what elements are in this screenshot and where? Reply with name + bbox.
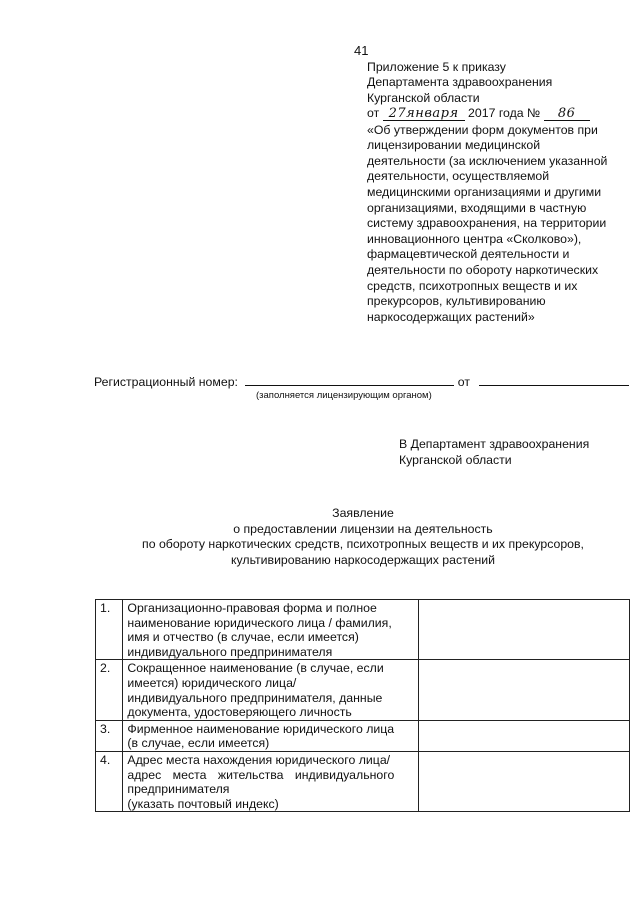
topic-line: инновационного центра «Сколково»), (367, 231, 582, 246)
appendix-line-2: Департамента здравоохранения (367, 75, 553, 90)
label-line: Сокращенное наименование (в случае, если (127, 661, 384, 676)
addressee-line-2: Курганской области (399, 452, 512, 467)
topic-line: «Об утверждении форм документов при (367, 122, 598, 137)
label-line: предпринимателя (127, 782, 230, 797)
handwritten-order-number: 86 (544, 108, 590, 121)
topic-line: систему здравоохранения, на территории (367, 216, 607, 231)
label-line: документа, удостоверяющего личность (127, 705, 352, 720)
topic-line: деятельности по обороту наркотических (367, 262, 599, 277)
row-value-cell[interactable] (418, 751, 629, 811)
label-line: Фирменное наименование юридического лица (127, 721, 395, 736)
addressee-block (399, 437, 589, 468)
topic-line: деятельности (за исключением указанной (367, 153, 608, 168)
row-label (123, 720, 418, 751)
appendix-line-1: Приложение 5 к приказу (367, 60, 506, 74)
heading-line-2: о предоставлении лицензии на деятельность (233, 521, 493, 536)
handwritten-date: 27января (383, 108, 465, 121)
topic-line: деятельности, осуществляемой (367, 169, 550, 184)
label-line: имя и отчество (в случае, если имеется) (127, 630, 359, 645)
topic-line: лицензировании медицинской (367, 138, 541, 153)
appendix-line-3: Курганской области (367, 90, 480, 105)
heading-title: Заявление (332, 506, 394, 520)
table-row (96, 660, 630, 720)
document-heading (0, 506, 640, 568)
appendix-block (367, 60, 632, 325)
label-line: (указать почтовый индекс) (127, 796, 279, 811)
label-line: (в случае, если имеется) (127, 736, 270, 751)
row-label (123, 600, 418, 660)
registration-date-field[interactable] (479, 374, 629, 386)
topic-line: наркосодержащих растений» (367, 309, 535, 324)
row-number: 2. (96, 660, 123, 720)
row-value-cell[interactable] (418, 660, 629, 720)
order-topic (367, 123, 632, 326)
year-text: 2017 года № (468, 106, 541, 121)
topic-line: средств, психотропных веществ и их (367, 278, 578, 293)
table-row (96, 720, 630, 751)
registration-number-field[interactable] (245, 374, 454, 386)
row-label (123, 751, 418, 811)
label-line: Адрес места нахождения юридического лица/ (127, 752, 391, 767)
table-row (96, 600, 630, 660)
row-number: 3. (96, 720, 123, 751)
heading-line-3: по обороту наркотических средств, психотропных веществ и их прекурсоров, (142, 537, 584, 552)
label-line: адрес места жительства индивидуального (127, 767, 395, 782)
heading-line-4: культивированию наркосодержащих растений (231, 552, 495, 567)
label-line: индивидуального предпринимателя, данные (127, 690, 383, 705)
application-table (95, 599, 630, 812)
label-line: индивидуального предпринимателя (127, 644, 333, 659)
page-number: 41 (354, 43, 369, 58)
topic-line: организациями, входящими в частную (367, 200, 587, 215)
label-line: наименование юридического лица / фамилия, (127, 615, 392, 630)
label-line: Организационно-правовая форма и полное (127, 601, 377, 615)
addressee-line-1: В Департамент здравоохранения (399, 437, 590, 451)
registration-label: Регистрационный номер: (94, 375, 238, 389)
registration-line (94, 374, 629, 389)
table-row (96, 751, 630, 811)
order-date-line (367, 106, 632, 121)
from-prefix: от (367, 106, 380, 121)
row-label (123, 660, 418, 720)
registration-note: (заполняется лицензирующим органом) (256, 390, 432, 401)
row-number: 4. (96, 751, 123, 811)
row-number: 1. (96, 600, 123, 660)
row-value-cell[interactable] (418, 720, 629, 751)
row-value-cell[interactable] (418, 600, 629, 660)
topic-line: фармацевтической деятельности и (367, 247, 570, 262)
topic-line: медицинскими организациями и другими (367, 185, 602, 199)
label-line: имеется) юридического лица/ (127, 675, 297, 690)
registration-from-label: от (457, 375, 470, 389)
topic-line: прекурсоров, культивированию (367, 294, 546, 309)
